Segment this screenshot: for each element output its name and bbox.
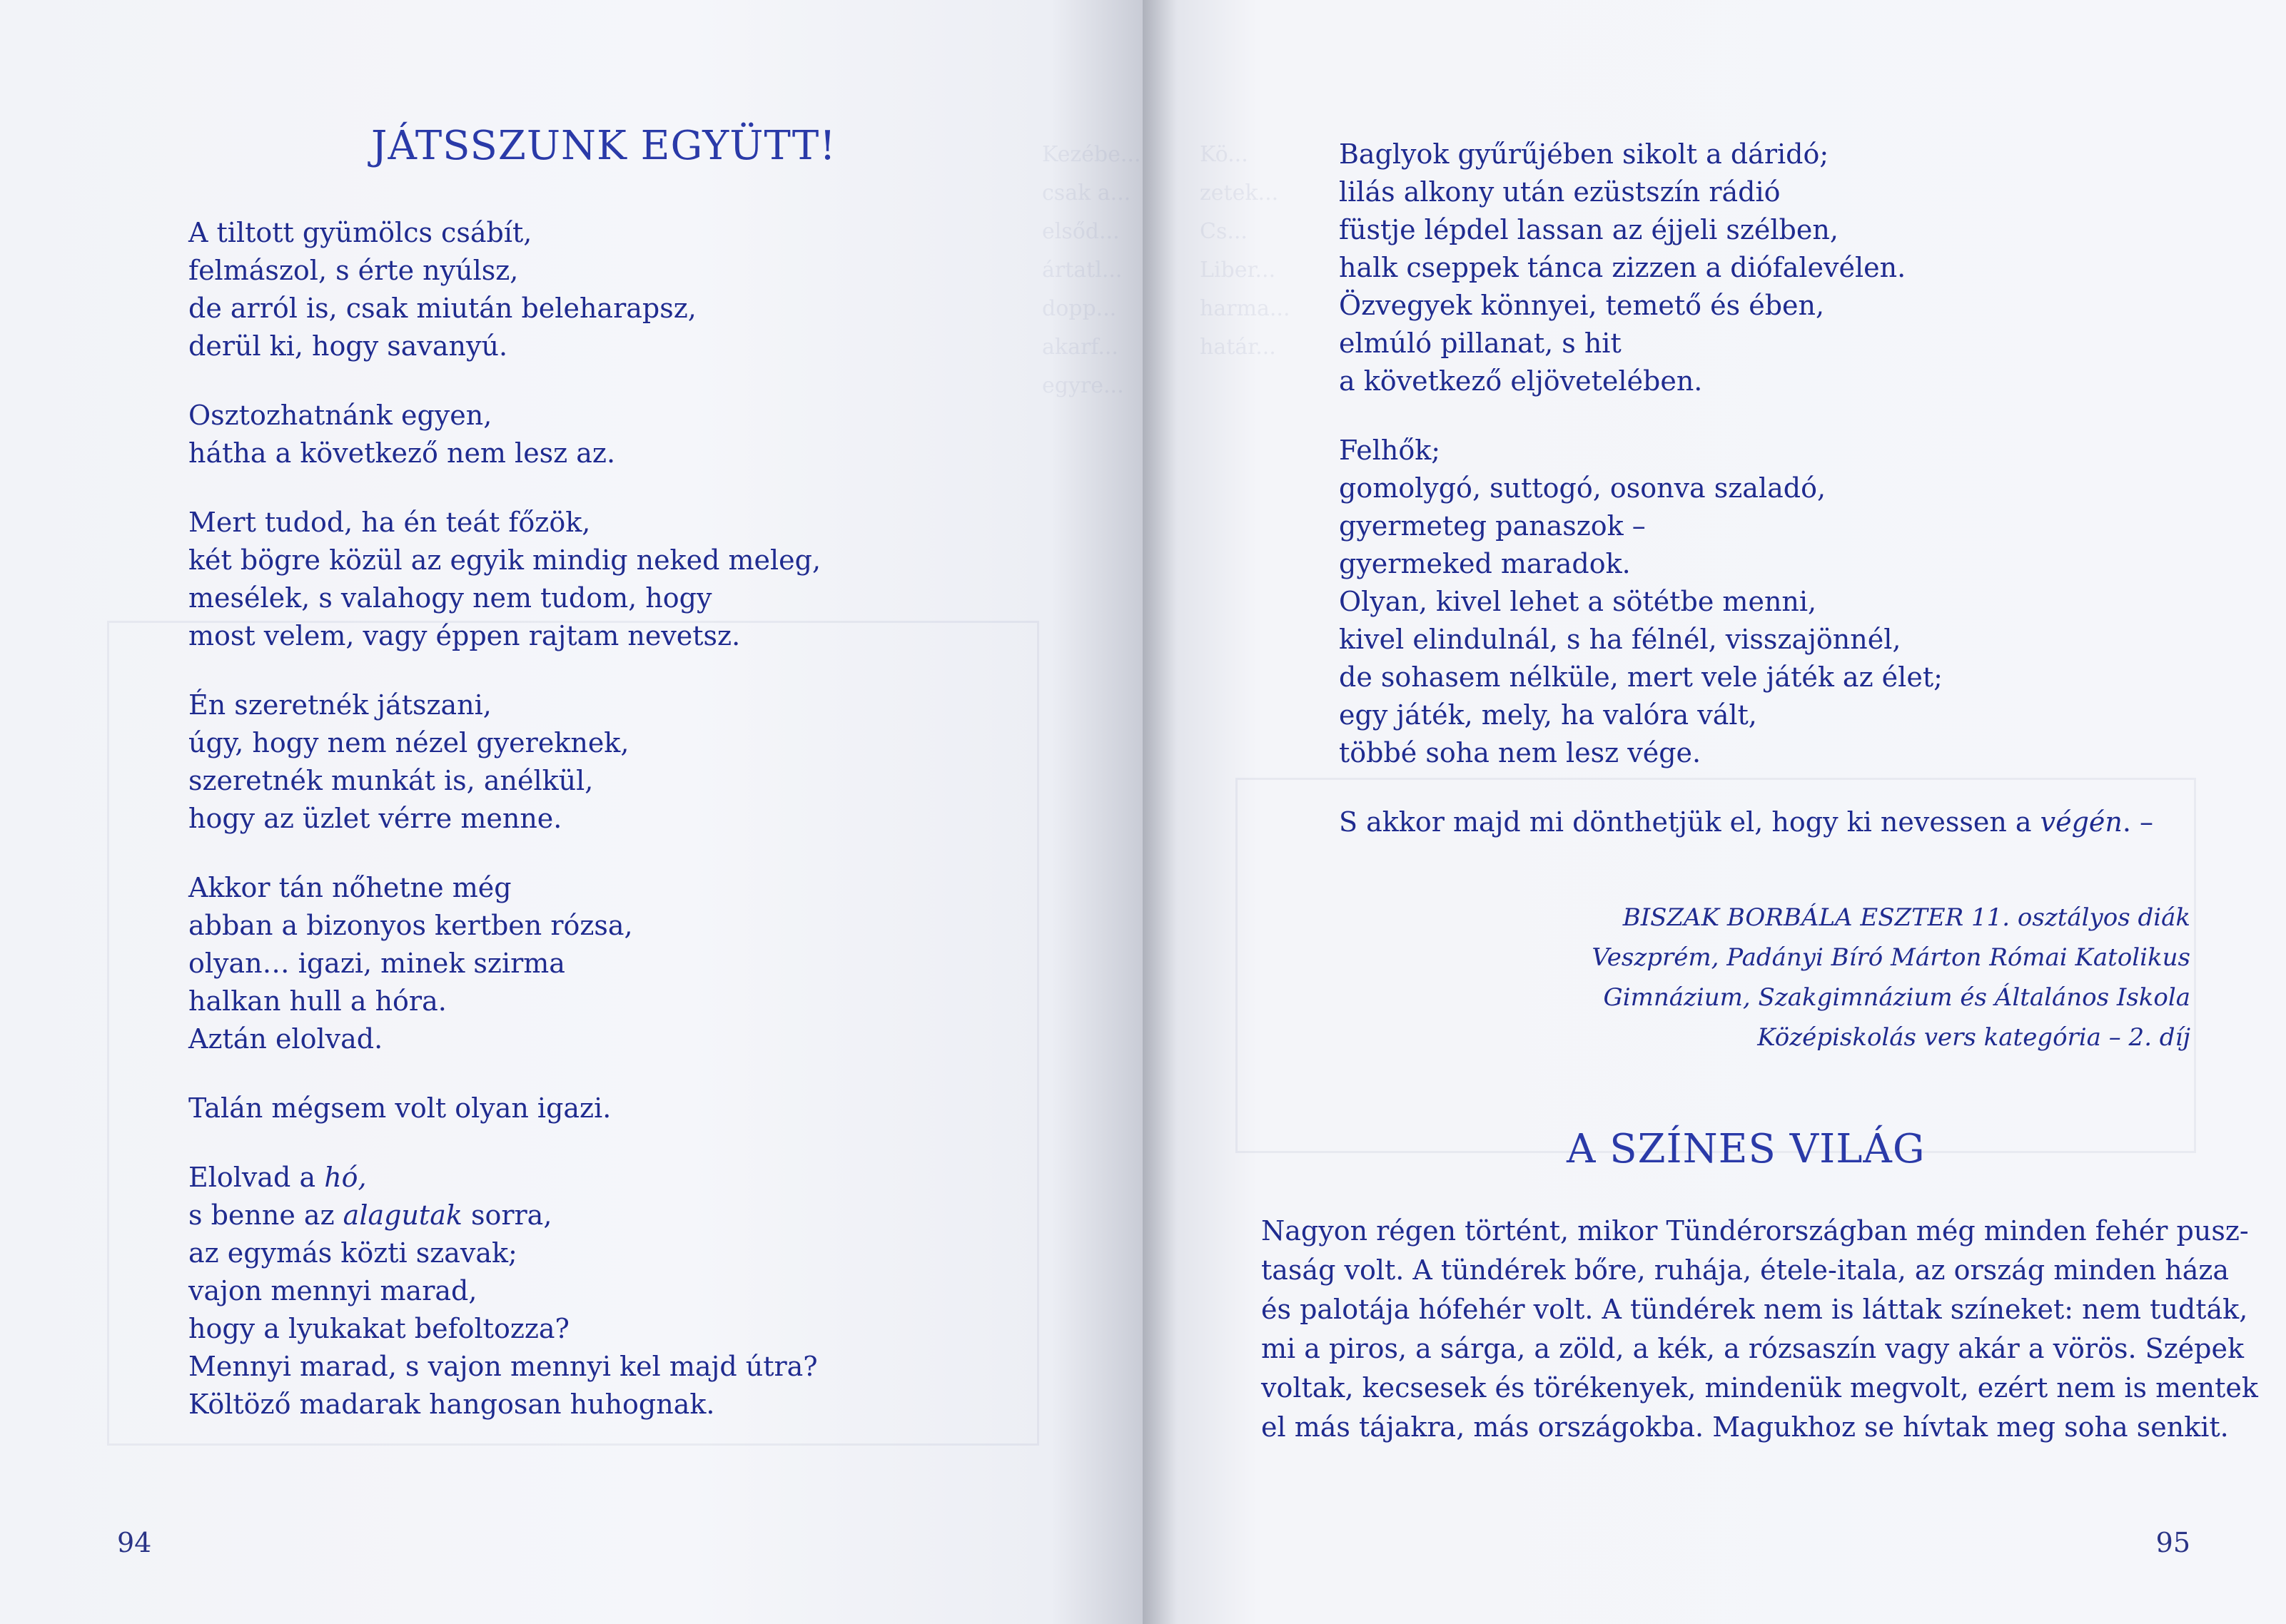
italic-word: végén	[2040, 806, 2123, 838]
poem-line: most velem, vagy éppen rajtam nevetsz.	[188, 620, 741, 651]
poem-line: egy játék, mely, ha valóra vált,	[1339, 699, 1757, 731]
credit-line: Gimnázium, Szakgimnázium és Általános Iskola	[1603, 983, 2190, 1012]
poem-line: vajon mennyi marad,	[188, 1275, 477, 1306]
poem-line: Felhők;	[1339, 435, 1441, 466]
italic-word: hó,	[324, 1162, 367, 1193]
prose-line: el más tájakra, más országokba. Magukhoz se hívtak meg soha senkit.	[1261, 1411, 2229, 1443]
poem-line: többé soha nem lesz vége.	[1339, 737, 1701, 768]
poem-line: az egymás közti szavak;	[188, 1237, 517, 1269]
prose-line: taság volt. A tündérek bőre, ruhája, étele-itala, az ország minden háza	[1261, 1254, 2230, 1286]
author-credit	[1592, 898, 2190, 1057]
stanza-gap	[188, 1127, 821, 1159]
author-name: BISZAK BORBÁLA ESZTER	[1622, 903, 1964, 932]
poem-line: két bögre közül az egyik mindig neked meleg,	[188, 544, 821, 576]
author-class: 11. osztályos diák	[1963, 903, 2190, 932]
page-number: 94	[117, 1527, 152, 1558]
closing-line	[1339, 803, 2153, 841]
poem-line: Mert tudod, ha én teát főzök,	[188, 507, 591, 538]
story-title: A SZÍNES VILÁG	[1567, 1126, 1926, 1172]
poem-line: halkan hull a hóra.	[188, 985, 447, 1017]
poem-line: A tiltott gyümölcs csábít,	[188, 217, 532, 248]
poem-line: Mennyi marad, s vajon mennyi kel majd útra?	[188, 1351, 818, 1382]
poem-line: szeretnék munkát is, anélkül,	[188, 765, 594, 796]
poem-line: hogy a lyukakat befoltozza?	[188, 1313, 570, 1344]
line-text: . –	[2122, 806, 2154, 838]
poem-line: felmászol, s érte nyúlsz,	[188, 255, 519, 286]
poem-line: elmúló pillanat, s hit	[1339, 328, 1622, 359]
show-through-text: Kö... zetek... Cs... Liber... harma... határ...	[1200, 142, 1290, 360]
stanza-gap	[1339, 400, 2153, 432]
poem-line: úgy, hogy nem nézel gyereknek,	[188, 727, 629, 758]
poem-line: gyermeteg panaszok –	[1339, 510, 1646, 542]
poem-line: de sohasem nélküle, mert vele játék az élet;	[1339, 661, 1943, 693]
stanza-gap	[188, 472, 821, 504]
poem-body	[1339, 136, 2153, 841]
poem-body	[188, 214, 821, 1423]
page-number: 95	[2155, 1527, 2190, 1558]
poem-line: Akkor tán nőhetne még	[188, 872, 512, 903]
stanza-gap	[188, 655, 821, 686]
stanza-gap	[1339, 772, 2153, 803]
line-text: S akkor majd mi dönthetjük el, hogy ki nevessen a	[1339, 806, 2040, 838]
poem-line: de arról is, csak miután beleharapsz,	[188, 293, 697, 324]
credit-line	[1592, 898, 2190, 938]
poem-line: mesélek, s valahogy nem tudom, hogy	[188, 582, 712, 614]
stanza-gap	[188, 365, 821, 397]
poem-line: hogy az üzlet vérre menne.	[188, 803, 562, 834]
prose-line: mi a piros, a sárga, a zöld, a kék, a rózsaszín vagy akár a vörös. Szépek	[1261, 1333, 2244, 1364]
show-through-text: Kezébe... csak a... elsőd... ártatl... dopp... akarf... egyre...	[1042, 142, 1141, 398]
poem-line: gomolygó, suttogó, osonva szaladó,	[1339, 472, 1826, 504]
credit-line: Középiskolás vers kategória – 2. díj	[1757, 1023, 2190, 1052]
poem-line: Osztozhatnánk egyen,	[188, 400, 492, 431]
poem-line: derül ki, hogy savanyú.	[188, 330, 508, 362]
poem-line: Költöző madarak hangosan huhognak.	[188, 1389, 715, 1420]
poem-title: JÁTSSZUNK EGYÜTT!	[371, 123, 836, 169]
poem-line: halk cseppek tánca zizzen a diófalevélen.	[1339, 252, 1906, 283]
stanza-gap	[188, 1058, 821, 1090]
credit-line: Veszprém, Padányi Bíró Márton Római Katolikus	[1592, 943, 2190, 972]
line-text: s benne az	[188, 1199, 343, 1231]
prose-line: és palotája hófehér volt. A tündérek nem is láttak színeket: nem tudták,	[1261, 1294, 2248, 1325]
poem-line: hátha a következő nem lesz az.	[188, 437, 616, 469]
poem-line: Baglyok gyűrűjében sikolt a dáridó;	[1339, 138, 1829, 170]
poem-line	[188, 1197, 821, 1234]
poem-line: abban a bizonyos kertben rózsa,	[188, 910, 633, 941]
poem-line: Én szeretnék játszani,	[188, 689, 492, 721]
story-text	[1261, 1212, 2258, 1447]
poem-line: Talán mégsem volt olyan igazi.	[188, 1092, 612, 1124]
poem-line: Aztán elolvad.	[188, 1023, 383, 1055]
poem-line: a következő eljövetelében.	[1339, 365, 1703, 397]
stanza-gap	[188, 838, 821, 869]
line-text: Elolvad a	[188, 1162, 325, 1193]
poem-line: füstje lépdel lassan az éjjeli szélben,	[1339, 214, 1839, 245]
line-text: sorra,	[462, 1199, 552, 1231]
poem-line: Olyan, kivel lehet a sötétbe menni,	[1339, 586, 1817, 617]
prose-line: Nagyon régen történt, mikor Tündérországban még minden fehér pusz-	[1261, 1215, 2249, 1247]
prose-line: voltak, kecsesek és törékenyek, mindenük megvolt, ezért nem is mentek	[1261, 1372, 2258, 1404]
poem-line	[188, 1159, 821, 1197]
italic-word: alagutak	[343, 1199, 462, 1231]
poem-line: Özvegyek könnyei, temető és ében,	[1339, 290, 1825, 321]
poem-line: olyan… igazi, minek szirma	[188, 948, 565, 979]
poem-line: lilás alkony után ezüstszín rádió	[1339, 176, 1781, 208]
poem-line: kivel elindulnál, s ha félnél, visszajönnél,	[1339, 624, 1901, 655]
right-page	[1143, 0, 2286, 1624]
poem-line: gyermeked maradok.	[1339, 548, 1631, 579]
